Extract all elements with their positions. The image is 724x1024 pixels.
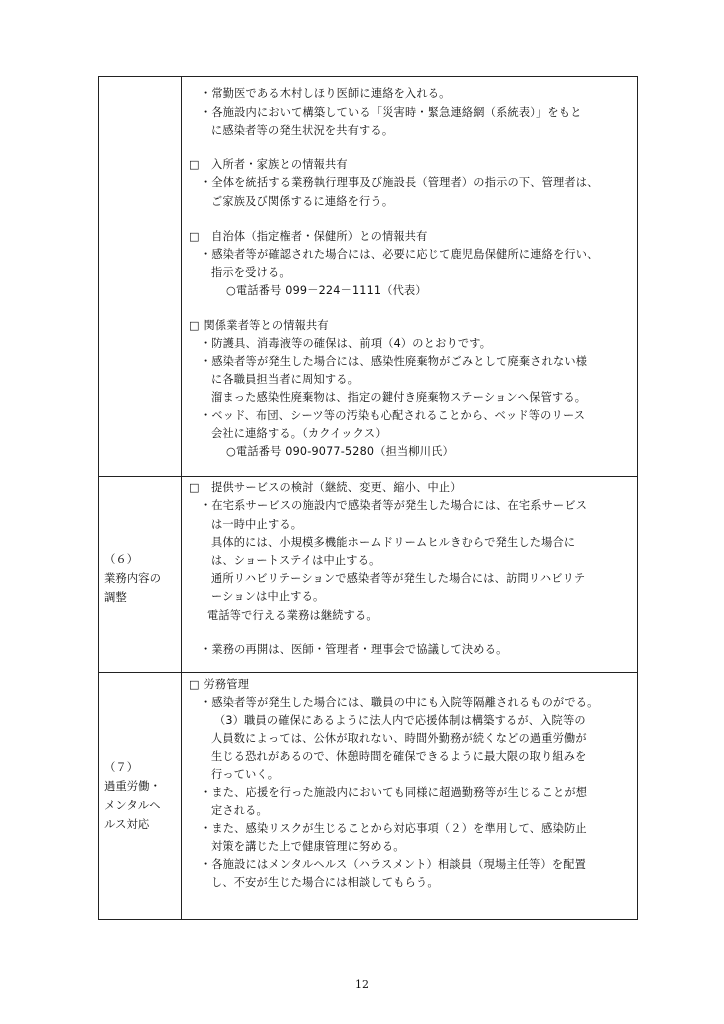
text-line: ・また、応援を行った施設内においても同様に超過勤務等が生じることが想 bbox=[200, 786, 588, 799]
text-line: ・防護具、消毒液等の確保は、前項（4）のとおりです。 bbox=[200, 337, 492, 350]
column-divider bbox=[181, 76, 182, 920]
text-line: ・在宅系サービスの施設内で感染者等が発生した場合には、在宅系サービス bbox=[200, 499, 588, 512]
text-line: に感染者等の発生状況を共有する。 bbox=[211, 124, 394, 137]
phone-number: ○電話番号 090-9077-5280（担当柳川氏） bbox=[226, 445, 454, 458]
row-label: 調整 bbox=[104, 590, 127, 604]
text-line: は、ショートステイは中止する。 bbox=[211, 554, 381, 567]
text-line: 電話等で行える業務は継続する。 bbox=[207, 609, 378, 622]
text-line: ーションは中止する。 bbox=[211, 590, 325, 603]
text-line: 具体的には、小規模多機能ホームドリームヒルきむらで発生した場合に bbox=[211, 536, 576, 549]
text-line: （3）職員の確保にあるように法人内で応援体制は構築するが、入院等の bbox=[214, 714, 586, 727]
text-line: ・感染者等が発生した場合には、感染性廃棄物がごみとして廃棄されない様 bbox=[200, 355, 588, 368]
text-line: ・各施設内において構築している「災害時・緊急連絡網（系統表）」をもと bbox=[200, 106, 582, 119]
text-line: 生じる恐れがあるので、休憩時間を確保できるように最大限の取り組みを bbox=[211, 750, 587, 763]
text-line: 溜まった感染性廃棄物は、指定の鍵付き廃棄物ステーションへ保管する。 bbox=[211, 391, 587, 404]
text-line: 定される。 bbox=[211, 804, 268, 817]
text-line: 指示を受ける。 bbox=[211, 266, 291, 279]
text-line: ・また、感染リスクが生じることから対応事項（２）を準用して、感染防止 bbox=[200, 822, 587, 835]
row-label: ルス対応 bbox=[104, 817, 150, 831]
text-line: 通所リハビリテーションで感染者等が発生した場合には、訪問リハビリテ bbox=[211, 572, 586, 585]
row-divider-6 bbox=[98, 476, 638, 477]
section-heading: □ 労務管理 bbox=[189, 678, 250, 691]
text-line: ・業務の再開は、医師・管理者・理事会で協議して決める。 bbox=[200, 643, 508, 656]
text-line: し、不安が生じた場合には相談してもらう。 bbox=[211, 876, 439, 889]
text-line: ・常勤医である木村しほり医師に連絡を入れる。 bbox=[200, 87, 451, 100]
table-left-border bbox=[98, 76, 99, 920]
text-line: ・感染者等が発生した場合には、職員の中にも入院等隔離されるものがでる。 bbox=[200, 696, 599, 709]
text-line: ご家族及び関係するに連絡を行う。 bbox=[211, 195, 394, 208]
table-top-border bbox=[98, 76, 638, 77]
text-line: 会社に連絡する。（カクイックス） bbox=[211, 427, 387, 440]
section-heading: □ 自治体（指定権者・保健所）との情報共有 bbox=[189, 230, 428, 243]
phone-number: ○電話番号 099－224－1111（代表） bbox=[226, 284, 427, 297]
row-label: 過重労働・ bbox=[104, 779, 161, 793]
section-heading: □ 関係業者等との情報共有 bbox=[189, 319, 329, 332]
section-heading: □ 提供サービスの検討（継続、変更、縮小、中止） bbox=[189, 481, 462, 494]
row-divider-7 bbox=[98, 672, 638, 673]
row-label-number: （７） bbox=[104, 760, 139, 774]
row-label: メンタルヘ bbox=[104, 798, 161, 812]
text-line: ・ベッド、布団、シーツ等の汚染も心配されることから、ベッド等のリース bbox=[200, 409, 586, 422]
table-right-border bbox=[637, 76, 638, 920]
row-label: 業務内容の bbox=[104, 571, 161, 585]
text-line: に各職員担当者に周知する。 bbox=[211, 373, 360, 386]
text-line: ・全体を統括する業務執行理事及び施設長（管理者）の指示の下、管理者は、 bbox=[200, 176, 599, 189]
text-line: ・各施設にはメンタルヘルス（ハラスメント）相談員（現場主任等）を配置 bbox=[200, 858, 587, 871]
text-line: 対策を講じた上で健康管理に努める。 bbox=[211, 840, 405, 853]
text-line: 人員数によっては、公休が取れない、時間外勤務が続くなどの過重労働が bbox=[211, 732, 587, 745]
text-line: は一時中止する。 bbox=[211, 518, 303, 531]
page-number: 12 bbox=[355, 978, 369, 991]
text-line: 行っていく。 bbox=[211, 768, 280, 781]
text-line: ・感染者等が確認された場合には、必要に応じて鹿児島保健所に連絡を行い、 bbox=[200, 248, 599, 261]
table-bottom-border bbox=[98, 919, 638, 920]
section-heading: □ 入所者・家族との情報共有 bbox=[189, 158, 348, 171]
row-label-number: （６） bbox=[104, 552, 139, 566]
